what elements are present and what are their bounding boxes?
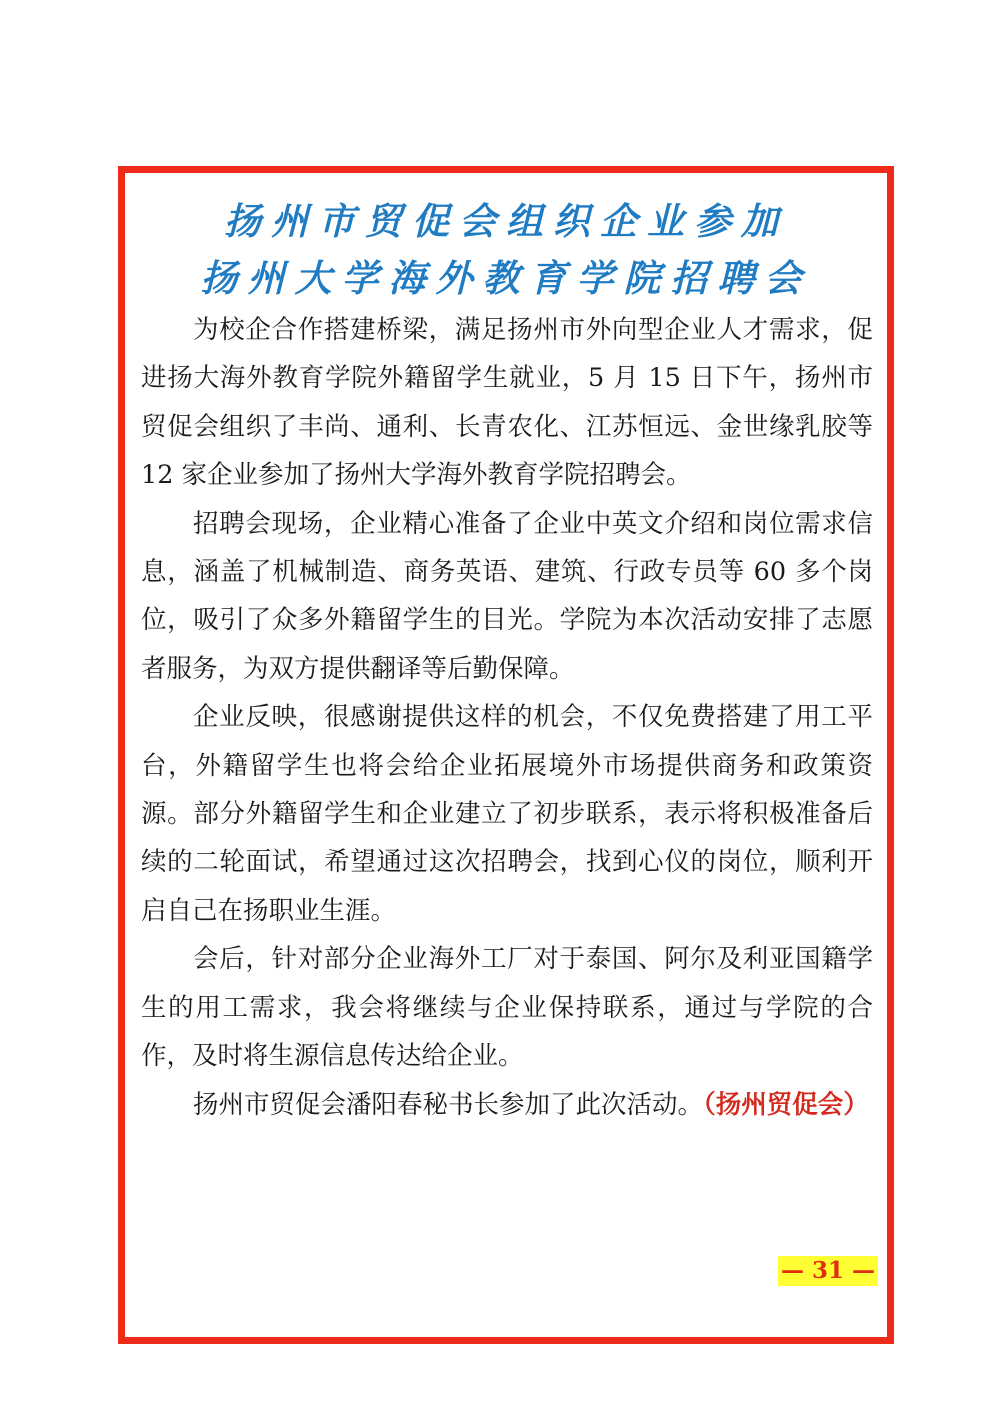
paragraph-3: 企业反映，很感谢提供这样的机会，不仅免费搭建了用工平台，外籍留学生也将会给企业拓展境外市场提供商务和政策资源。部分外籍留学生和企业建立了初步联系，表示将积极准备后续的二轮面试，希望通过这次招聘会，找到心仪的岗位，顺利开启自己在扬职业生涯。 (141, 702, 873, 926)
article-title-line-2: 扬州大学海外教育学院招聘会 (200, 256, 812, 300)
closing-paragraph (141, 1081, 873, 1129)
source-signoff: （扬州贸促会） (703, 1089, 869, 1120)
paragraph-4: 会后，针对部分企业海外工厂对于泰国、阿尔及利亚国籍学生的用工需求，我会将继续与企业保持联系，通过与学院的合作，及时将生源信息传达给企业。 (141, 944, 873, 1072)
paragraph-2: 招聘会现场，企业精心准备了企业中英文介绍和岗位需求信息，涵盖了机械制造、商务英语、建筑、行政专员等 60 多个岗位，吸引了众多外籍留学生的目光。学院为本次活动安排了志愿者服务，为双方提供翻译等后勤保障。 (141, 508, 873, 684)
page-number: — 31 — (778, 1256, 878, 1286)
article-body (141, 306, 873, 1129)
paragraph-1: 为校企合作搭建桥梁，满足扬州市外向型企业人才需求，促进扬大海外教育学院外籍留学生就业，5 月 15 日下午，扬州市贸促会组织了丰尚、通利、长青农化、江苏恒远、金世缘乳胶等 12 家企业参加了扬州大学海外教育学院招聘会。 (141, 315, 873, 491)
page-border-frame (118, 166, 894, 1344)
article-title-line-1: 扬州市贸促会组织企业参加 (224, 199, 788, 243)
closing-text: 扬州市贸促会潘阳春秘书长参加了此次活动。 (193, 1089, 704, 1120)
